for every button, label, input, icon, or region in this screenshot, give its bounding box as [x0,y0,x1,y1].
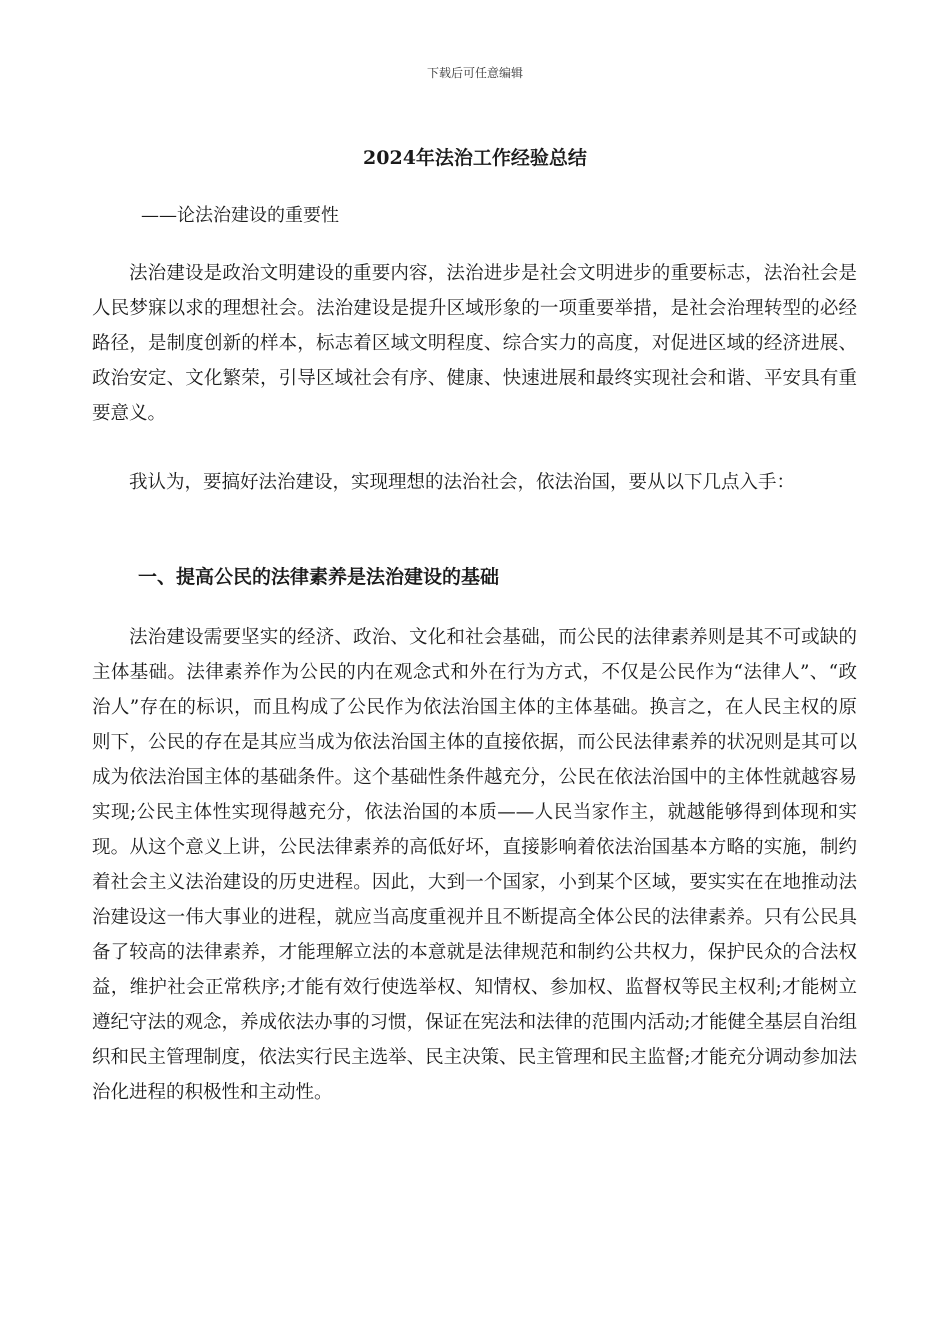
section-heading: 一、提高公民的法律素养是法治建设的基础 [138,566,500,588]
document-subtitle: ——论法治建设的重要性 [141,205,339,226]
header-note: 下载后可任意编辑 [426,66,523,80]
section-paragraph: 法治建设需要坚实的经济、政治、文化和社会基础，而公民的法律素养则是其不可或缺的主体基础。法律素养作为公民的内在观念式和外在行为方式，不仅是公民作为“法律人”、“政治人”存在的标识，而且构成了公民作为依法治国主体的主体基础。换言之，在人民主权的原则下，公民的存在是其应当成为依法治国主体的直接依据，而公民法律素养的状况则是其可以成为依法治国主体的基础条件。这个基础性条件越充分，公民在依法治国中的主体性就越容易实现;公民主体性实现得越充分，依法治国的本质——人民当家作主，就越能够得到体现和实现。从这个意义上讲，公民法律素养的高低好坏，直接影响着依法治国基本方略的实施，制约着社会主义法治建设的历史进程。因此，大到一个国家，小到某个区域，要实实在在地推动法治建设这一伟大事业的进程，就应当高度重视并且不断提高全体公民的法律素养。只有公民具备了较高的法律素养，才能理解立法的本意就是法律规范和制约公共权力，保护民众的合法权益，维护社会正常秩序;才能有效行使选举权、知情权、参加权、监督权等民主权利;才能树立遵纪守法的观念，养成依法办事的习惯，保证在宪法和法律的范围内活动;才能健全基层自治组织和民主管理制度，依法实行民主选举、民主决策、民主管理和民主监督;才能充分调动参加法治化进程的积极性和主动性。 [92,627,857,1103]
document-title: 2024年法治工作经验总结 [363,147,587,169]
approach-paragraph: 我认为，要搞好法治建设，实现理想的法治社会，依法治国，要从以下几点入手： [129,472,796,493]
intro-paragraph: 法治建设是政治文明建设的重要内容，法治进步是社会文明进步的重要标志，法治社会是人民梦寐以求的理想社会。法治建设是提升区域形象的一项重要举措，是社会治理转型的必经路径，是制度创新的样本，标志着区域文明程度、综合实力的高度，对促进区域的经济进展、政治安定、文化繁荣，引导区域社会有序、健康、快速进展和最终实现社会和谐、平安具有重要意义。 [92,263,857,424]
